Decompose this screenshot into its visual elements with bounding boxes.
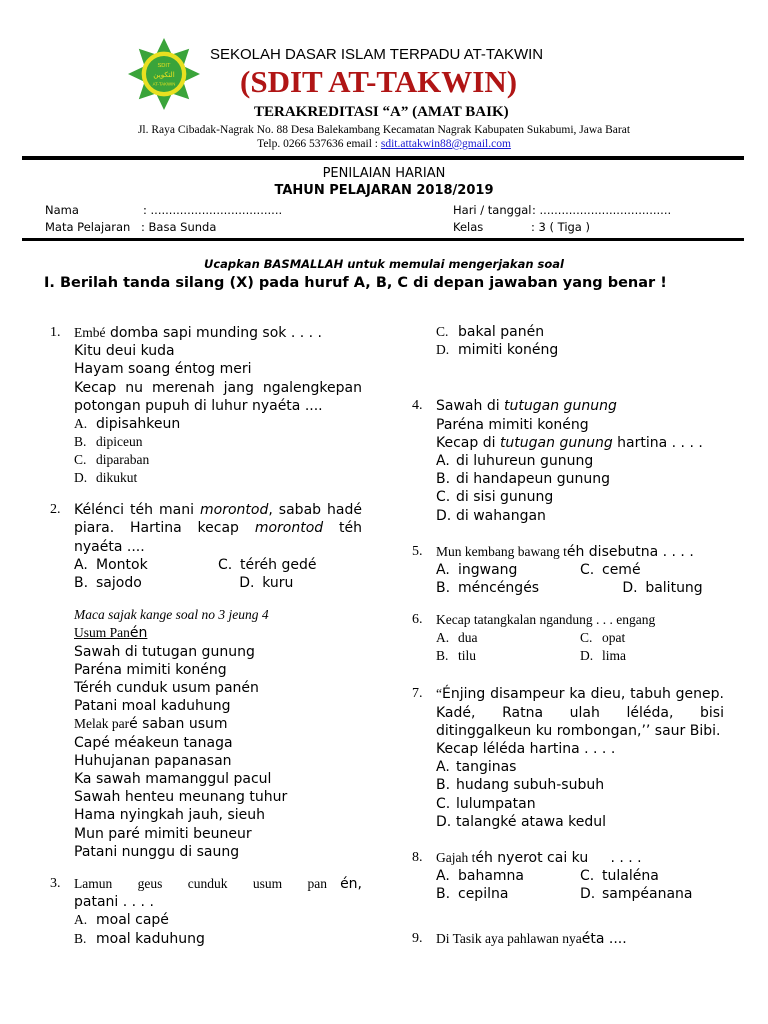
option-d[interactable]: D. sampéanana (580, 886, 693, 903)
option-text: dipiceun (96, 434, 143, 450)
question-text: , sabab hadé piara. Hartina kecap (74, 502, 362, 537)
option-text: talangké atawa kedul (456, 813, 606, 830)
poem-line: Mun paré mimiti beuneur (74, 825, 252, 842)
poem-block (50, 606, 362, 861)
poem-title-text: én (129, 625, 148, 642)
option-d[interactable]: D. mimiti konéng (436, 342, 559, 359)
option-text: bahamna (458, 868, 525, 885)
exam-title: PENILAIAN HARIAN (322, 166, 446, 181)
question-text: patani . . . . (74, 894, 154, 911)
question-text: Hayam soang éntog meri (74, 361, 252, 378)
poem-line: Sawah henteu meunang tuhur (74, 789, 288, 806)
subject-value: : Basa Sunda (141, 220, 217, 234)
question-4 (412, 397, 724, 524)
option-text: diparaban (96, 452, 150, 468)
class-label: Kelas (453, 220, 484, 234)
option-text: mimiti konéng (458, 342, 559, 359)
question-number: 3. (50, 876, 61, 892)
question-5 (412, 543, 724, 598)
question-text: éh nyerot cai ku . . . . (475, 850, 642, 867)
question-text: Mun kembang bawang t (436, 543, 567, 559)
question-number: 5. (412, 543, 423, 559)
question-number: 1. (50, 325, 61, 340)
option-text: dua (458, 630, 478, 646)
question-text: Embé (74, 325, 106, 340)
option-a[interactable]: A. di luhureun gunung (436, 453, 594, 470)
option-d[interactable]: D. lima (580, 648, 626, 664)
option-text: sajodo (96, 575, 142, 592)
school-logo-icon (128, 38, 200, 110)
question-number: 2. (50, 502, 61, 518)
question-text: Kecap léléda hartina . . . . (436, 741, 616, 758)
info-divider (22, 238, 744, 241)
question-text: téh nyaéta .... (74, 520, 362, 555)
question-2 (50, 501, 362, 592)
option-d[interactable]: D. dikukut (74, 470, 138, 486)
exam-year: TAHUN PELAJARAN 2018/2019 (274, 183, 494, 198)
option-b[interactable]: B. di handapeun gunung (436, 471, 610, 488)
option-b[interactable]: B. cepilna (436, 886, 509, 903)
poem-line: Paréna mimiti konéng (74, 661, 227, 678)
option-text: di handapeun gunung (456, 471, 610, 488)
option-b[interactable]: B. dipiceun (74, 434, 143, 450)
poem-title-text: Usum Pan (74, 625, 130, 641)
poem-line: Téréh cunduk usum panén (74, 680, 259, 697)
option-text: tulaléna (602, 868, 659, 885)
poem-line (74, 715, 362, 733)
phone-text: Telp. 0266 537636 email : (257, 138, 381, 150)
logo-text-mid: التكوين (153, 69, 175, 79)
question-3 (50, 875, 362, 948)
question-9 (412, 930, 724, 948)
option-text: cemé (602, 562, 641, 579)
question-text: éta .... (581, 930, 627, 947)
option-b[interactable]: B. sajodo (74, 575, 142, 592)
option-c[interactable]: C. bakal panén (436, 324, 545, 340)
option-b[interactable]: B. hudang subuh-subuh (436, 777, 605, 794)
question-text-italic: morontod (254, 520, 324, 537)
poem-line: Patani moal kaduhung (74, 698, 231, 715)
option-text: hudang subuh-subuh (456, 777, 605, 794)
logo-text-bottom: AT-TAKWIN (152, 81, 176, 87)
question-text: Kecap nu merenah jang ngalengkepan potongan pupuh di luhur nyaéta .... (74, 379, 362, 414)
basmallah-instruction: Ucapkan BASMALLAH untuk memulai mengerjakan soal (204, 257, 564, 271)
option-c[interactable]: C. tulaléna (580, 868, 659, 885)
option-text: dipisahkeun (96, 416, 181, 433)
question-text: Kélénci téh mani (74, 502, 201, 519)
question-text: Kitu deui kuda (74, 343, 175, 360)
question-text: én, (340, 876, 362, 893)
option-text: di luhureun gunung (456, 453, 594, 470)
poem-line: Sawah di tutugan gunung (74, 643, 255, 660)
question-text: Énjing disampeur ka dieu, tabuh genep. Kadé, Ratna ulah léléda, bisi ditinggalkeun ku rombongan,’’ saur Bibi. (436, 686, 724, 739)
option-text: sampéanana (602, 886, 693, 903)
poem-title (74, 624, 362, 642)
poem-line-text: Melak par (74, 716, 130, 732)
header-divider (22, 156, 744, 160)
question-6 (412, 611, 724, 665)
option-a[interactable]: A. dua (436, 630, 478, 646)
question-3-continued (412, 323, 724, 359)
question-text-italic: morontod (200, 502, 269, 519)
question-text: Di Tasik aya pahlawan nya (436, 930, 582, 946)
class-value: : 3 ( Tiga ) (531, 220, 590, 234)
option-c[interactable]: C. di sisi gunung (436, 489, 554, 506)
option-a[interactable]: A. bahamna (436, 868, 525, 885)
question-text: Gajah t (436, 850, 476, 866)
question-text-italic: tutugan gunung (499, 434, 613, 451)
option-d[interactable]: D. talangké atawa kedul (436, 813, 606, 830)
question-number: 9. (412, 930, 423, 946)
school-abbreviation: (SDIT AT-TAKWIN) (240, 64, 518, 99)
poem-line: Ka sawah mamanggul pacul (74, 771, 272, 788)
accreditation: TERAKREDITASI “A” (AMAT BAIK) (254, 104, 509, 120)
date-label: Hari / tanggal (453, 203, 532, 217)
option-c[interactable]: C. lulumpatan (436, 795, 536, 812)
option-b[interactable]: B. tilu (436, 648, 477, 664)
option-b[interactable]: B. méncéngés (436, 580, 540, 597)
option-text: lima (602, 648, 626, 664)
question-number: 8. (412, 850, 423, 866)
question-text: Paréna mimiti konéng (436, 416, 589, 433)
poem-intro: Maca sajak kange soal no 3 jeung 4 (74, 607, 269, 623)
option-text: dikukut (96, 470, 138, 486)
option-text: di sisi gunung (456, 489, 554, 506)
question-number: 4. (412, 398, 423, 414)
name-label: Nama (45, 203, 79, 217)
section-title: I. Berilah tanda silang (X) pada huruf A, B, C di depan jawaban yang benar ! (44, 275, 667, 291)
option-text: kuru (262, 575, 294, 592)
question-text: éh disebutna . . . . (566, 543, 694, 560)
option-text: moal kaduhung (96, 930, 205, 947)
option-c[interactable]: C. téréh gedé (218, 556, 317, 573)
option-text: tilu (458, 648, 477, 664)
question-text: Lamun geus cunduk usum pan (74, 876, 327, 892)
logo-text-top: SDIT (157, 62, 171, 69)
name-field: : .................................... (143, 203, 283, 217)
option-text: Montok (96, 556, 148, 573)
subject-label: Mata Pelajaran (45, 220, 131, 234)
option-text: cepilna (458, 886, 509, 903)
option-text: téréh gedé (240, 556, 317, 573)
option-c[interactable]: C. cemé (580, 562, 641, 579)
option-text: tanginas (456, 759, 517, 776)
poem-line: Capé méakeun tanaga (74, 734, 233, 751)
option-text: moal capé (96, 912, 169, 929)
left-column (50, 324, 362, 948)
option-c[interactable]: C. diparaban (74, 452, 150, 468)
question-text: Kecap di (436, 434, 500, 451)
question-text: “ (436, 686, 442, 702)
question-text-italic: tutugan gunung (504, 398, 617, 415)
option-a[interactable]: A. Montok (74, 556, 148, 573)
question-text: hartina . . . . (612, 434, 703, 451)
question-text: domba sapi munding sok . . . . (105, 325, 322, 341)
question-text: Kecap tatangkalan ngandung . . . engang (436, 612, 656, 628)
option-d[interactable]: D. kuru (239, 575, 294, 592)
option-c[interactable]: C. opat (580, 630, 626, 646)
school-address: Jl. Raya Cibadak-Nagrak No. 88 Desa Balekambang Kecamatan Nagrak Kabupaten Sukabumi, Jawa Barat (137, 124, 631, 136)
question-number: 7. (412, 686, 423, 702)
option-text: lulumpatan (456, 795, 536, 812)
question-number: 6. (412, 612, 423, 628)
question-1 (50, 324, 362, 487)
option-a[interactable]: A. moal capé (74, 912, 169, 929)
date-field: : .................................... (532, 203, 672, 217)
option-text: ingwang (458, 562, 518, 579)
option-a[interactable]: A. dipisahkeun (74, 416, 181, 433)
option-text: di wahangan (456, 507, 546, 524)
poem-line: Huhujanan papanasan (74, 752, 232, 769)
option-a[interactable]: A. tanginas (436, 759, 517, 776)
option-text: bakal panén (458, 324, 545, 340)
school-name: SEKOLAH DASAR ISLAM TERPADU AT-TAKWIN (210, 46, 544, 63)
poem-line: Hama nyingkah jauh, sieuh (74, 807, 266, 824)
poem-line: Patani nunggu di saung (74, 843, 240, 860)
option-text: opat (602, 630, 626, 646)
option-b[interactable]: B. moal kaduhung (74, 930, 205, 947)
option-d[interactable]: D. balitung (622, 580, 703, 597)
question-7 (412, 685, 724, 831)
email-link[interactable]: sdit.attakwin88@gmail.com (380, 138, 511, 150)
option-d[interactable]: D. di wahangan (436, 507, 546, 524)
option-text: méncéngés (458, 580, 540, 597)
question-8 (412, 849, 724, 904)
option-a[interactable]: A. ingwang (436, 562, 518, 579)
option-text: balitung (645, 580, 703, 597)
question-text: Sawah di (436, 398, 505, 415)
school-contact (0, 138, 768, 150)
poem-line-text: é saban usum (129, 716, 228, 733)
right-column (412, 323, 724, 948)
